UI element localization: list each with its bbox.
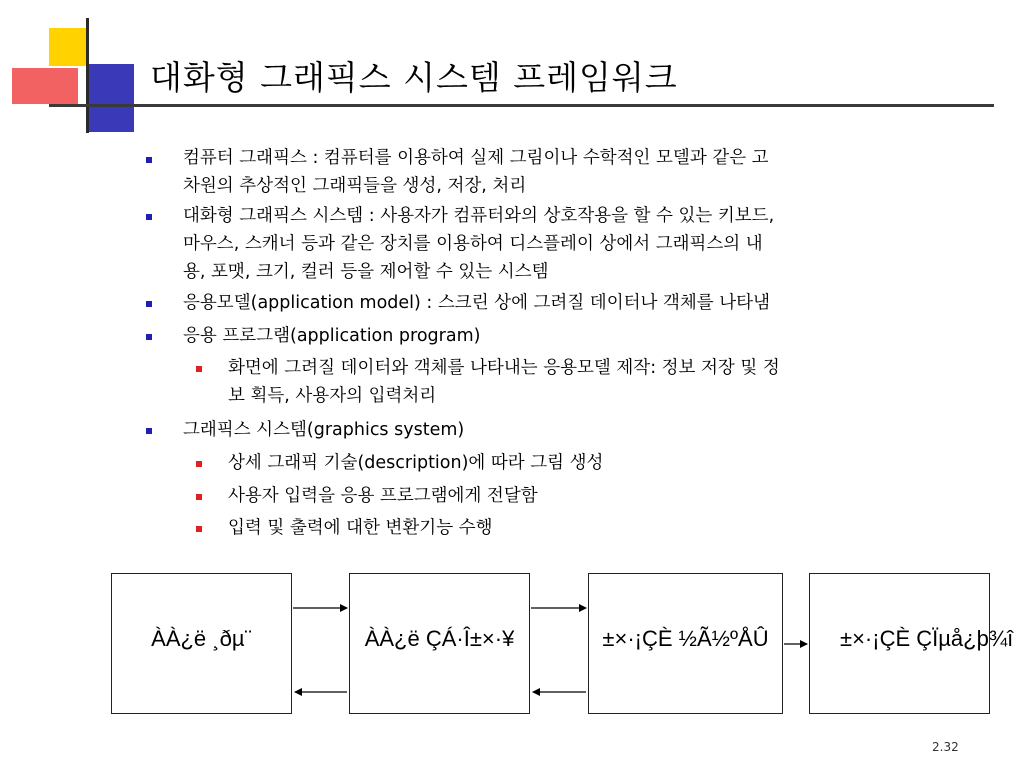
sub-bullet-marker (196, 494, 202, 500)
diagram-box-label: ±×·¡ÇÈ ÇÏµå¿þ¾î (840, 626, 1014, 651)
bullet-text: 마우스, 스캐너 등과 같은 장치를 이용하여 디스플레이 상에서 그래픽스의 내 (183, 234, 763, 254)
decor-vertical-line (86, 18, 89, 133)
diagram-box-label: ÀÀ¿ë ÇÁ·Î±×·¥ (364, 626, 515, 651)
bullet-text: 컴퓨터 그래픽스 : 컴퓨터를 이용하여 실제 그림이나 수학적인 모델과 같은 고 (183, 148, 769, 168)
diagram-box-2 (349, 573, 530, 714)
sub-bullet-marker (196, 366, 202, 372)
sub-bullet-text: 보 획득, 사용자의 입력처리 (228, 386, 437, 406)
title-underline (49, 104, 994, 107)
bullet-text: 응용 프로그램(application program) (183, 326, 481, 346)
bullet-marker (146, 301, 152, 307)
slide-title: 대화형 그래픽스 시스템 프레임워크 (150, 58, 678, 97)
diagram-box-4 (809, 573, 1014, 714)
bullet-text: 차원의 추상적인 그래픽들을 생성, 저장, 처리 (183, 176, 527, 196)
diagram-box-label: ±×·¡ÇÈ ½Ã½ºÅÛ (602, 626, 769, 651)
diagram-box-label: ÀÀ¿ë ¸ðµ¨ (151, 626, 252, 651)
bullet-marker (146, 214, 152, 220)
bullet-text: 대화형 그래픽스 시스템 : 사용자가 컴퓨터와의 상호작용을 할 수 있는 키보드, (183, 206, 775, 226)
decor-red-square (12, 68, 78, 104)
bullet-text: 용, 포맷, 크기, 컬러 등을 제어할 수 있는 시스템 (183, 262, 549, 282)
decor-blue-square (88, 64, 134, 132)
decor-yellow-square (49, 28, 87, 66)
sub-bullet-marker (196, 526, 202, 532)
sub-bullet-text: 입력 및 출력에 대한 변환기능 수행 (228, 518, 493, 538)
sub-bullet-text: 상세 그래픽 기술(description)에 따라 그림 생성 (228, 453, 604, 473)
bullet-text: 응용모델(application model) : 스크린 상에 그려질 데이터나 객체를 나타냄 (183, 293, 770, 313)
sub-bullet-text: 화면에 그려질 데이터와 객체를 나타내는 응용모델 제작: 정보 저장 및 정 (228, 358, 780, 378)
bullet-marker (146, 157, 152, 163)
diagram-box-3 (588, 573, 783, 714)
sub-bullet-text: 사용자 입력을 응용 프로그램에게 전달함 (228, 486, 538, 506)
sub-bullet-marker (196, 461, 202, 467)
page-number: 2.32 (932, 740, 959, 754)
bullet-text: 그래픽스 시스템(graphics system) (183, 420, 465, 440)
diagram-box-1 (111, 573, 292, 714)
bullet-marker (146, 334, 152, 340)
bullet-marker (146, 428, 152, 434)
